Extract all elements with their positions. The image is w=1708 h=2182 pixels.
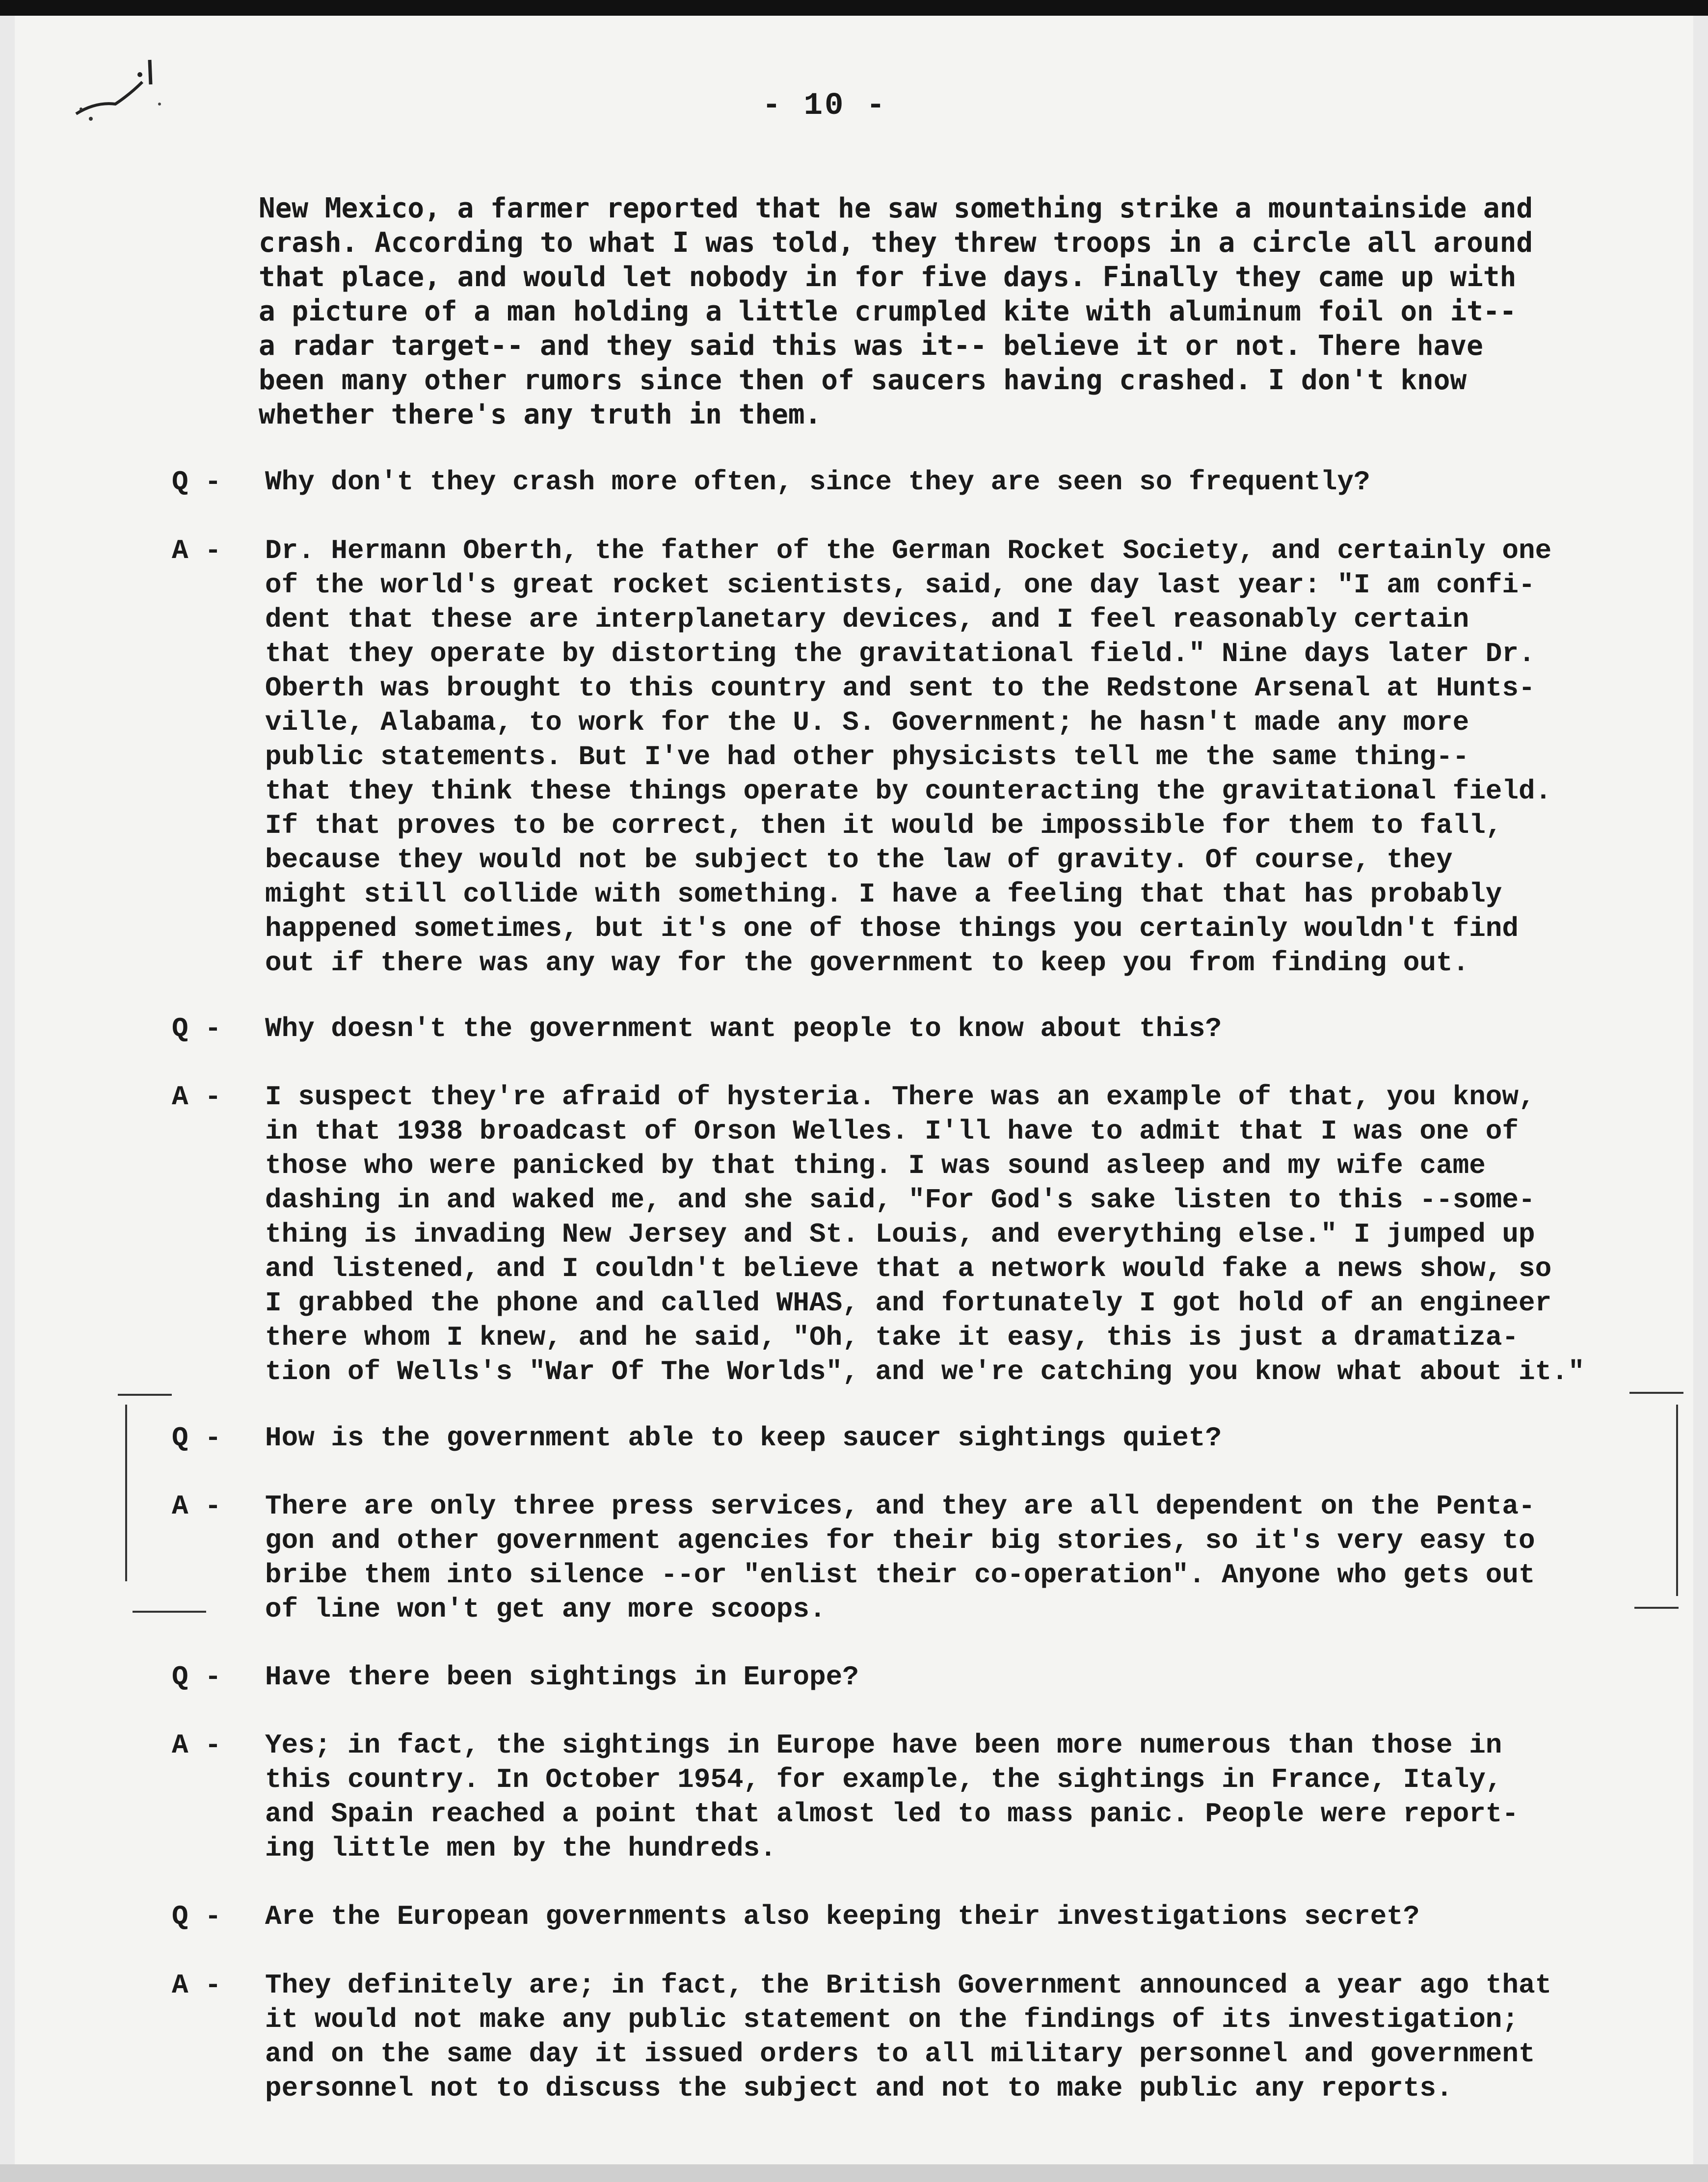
qa-label: Q - — [172, 1013, 221, 1044]
qa-text: Dr. Hermann Oberth, the father of the German Rocket Society, and certainly one of the world's great rocket scientists, said, one day last year: "I am confi- dent that these are interplanetary devices, and I feel reasonably certain that they operate by distorting the gravitational field." Nine days later Dr. Oberth was brought to this country and sent to the Redstone Arsenal at Hunts- ville, Alabama, to work for the U. S. Government; he hasn't made any more public statements. But I've had other physicists tell me the same thing-- that they think these things operate by counteracting the gravitational field. If that proves to be correct, then it would be impossible for them to fall, because they would not be subject to the law of gravity. Of course, they might still collide with something. I have a feeling that that has probably happened sometimes, but it's one of those things you certainly wouldn't find out if there was any way for the government to keep you from finding out. — [265, 535, 1552, 979]
qa-text: Why don't they crash more often, since they are seen so frequently? — [265, 466, 1370, 498]
qa-label: A - — [172, 1730, 221, 1761]
margin-bracket-mark — [133, 1611, 206, 1613]
ink-smudge-mark — [61, 55, 174, 129]
qa-label: Q - — [172, 1901, 221, 1932]
qa-text: Have there been sightings in Europe? — [265, 1661, 859, 1693]
qa-label: A - — [172, 535, 221, 566]
scan-top-edge — [0, 0, 1708, 16]
qa-text: Why doesn't the government want people to know about this? — [265, 1013, 1222, 1044]
margin-bracket-mark — [1629, 1392, 1683, 1394]
qa-label: Q - — [172, 466, 221, 498]
qa-text: How is the government able to keep saucer sightings quiet? — [265, 1422, 1222, 1454]
qa-text: They definitely are; in fact, the British Government announced a year ago that it would not make any public statement on the findings of its investigation; and on the same day it issued orders to all military personnel and government personnel not to discuss the subject and not to make public any reports. — [265, 1969, 1552, 2104]
document-page — [15, 16, 1693, 2164]
qa-text: There are only three press services, and they are all dependent on the Penta- gon and other government agencies for their big stories, so it's very easy to bribe them into silence --or "enlist their co-operation". Anyone who gets out of line won't get any more scoops. — [265, 1490, 1535, 1625]
intro-paragraph: New Mexico, a farmer reported that he saw something strike a mountainside and crash. According to what I was told, they threw troops in a circle all around that place, and would let nobody in for five days. Finally they came up with a picture of a man holding a little crumpled kite with aluminum foil on it-- a radar target-- and they said this was it-- believe it or not. There have been many other rumors since then of saucers having crashed. I don't know whether there's any truth in them. — [259, 192, 1533, 430]
qa-text: Yes; in fact, the sightings in Europe have been more numerous than those in this country. In October 1954, for example, the sightings in France, Italy, and Spain reached a point that almost led to mass panic. People were report- ing little men by the hundreds. — [265, 1730, 1519, 1864]
qa-label: A - — [172, 1969, 221, 2001]
qa-label: Q - — [172, 1422, 221, 1454]
qa-label: Q - — [172, 1661, 221, 1693]
scan-bottom-edge — [0, 2164, 1708, 2182]
margin-bracket-mark — [125, 1405, 127, 1581]
margin-bracket-mark — [1676, 1405, 1678, 1596]
page-number: - 10 - — [762, 88, 887, 124]
qa-text: Are the European governments also keeping their investigations secret? — [265, 1901, 1420, 1932]
qa-label: A - — [172, 1081, 221, 1113]
qa-label: A - — [172, 1490, 221, 1522]
margin-bracket-mark — [118, 1394, 172, 1396]
qa-text: I suspect they're afraid of hysteria. There was an example of that, you know, in that 1938 broadcast of Orson Welles. I'll have to admit that I was one of those who were panicked by that thing. I was sound asleep and my wife came dashing in and waked me, and she said, "For God's sake listen to this --some- thing is invading New Jersey and St. Louis, and everything else." I jumped up and listened, and I couldn't believe that a network would fake a news show, so I grabbed the phone and called WHAS, and fortunately I got hold of an engineer there whom I knew, and he said, "Oh, take it easy, this is just a dramatiza- tion of Wells's "War Of The Worlds", and we're catching you know what about it." — [265, 1081, 1585, 1387]
